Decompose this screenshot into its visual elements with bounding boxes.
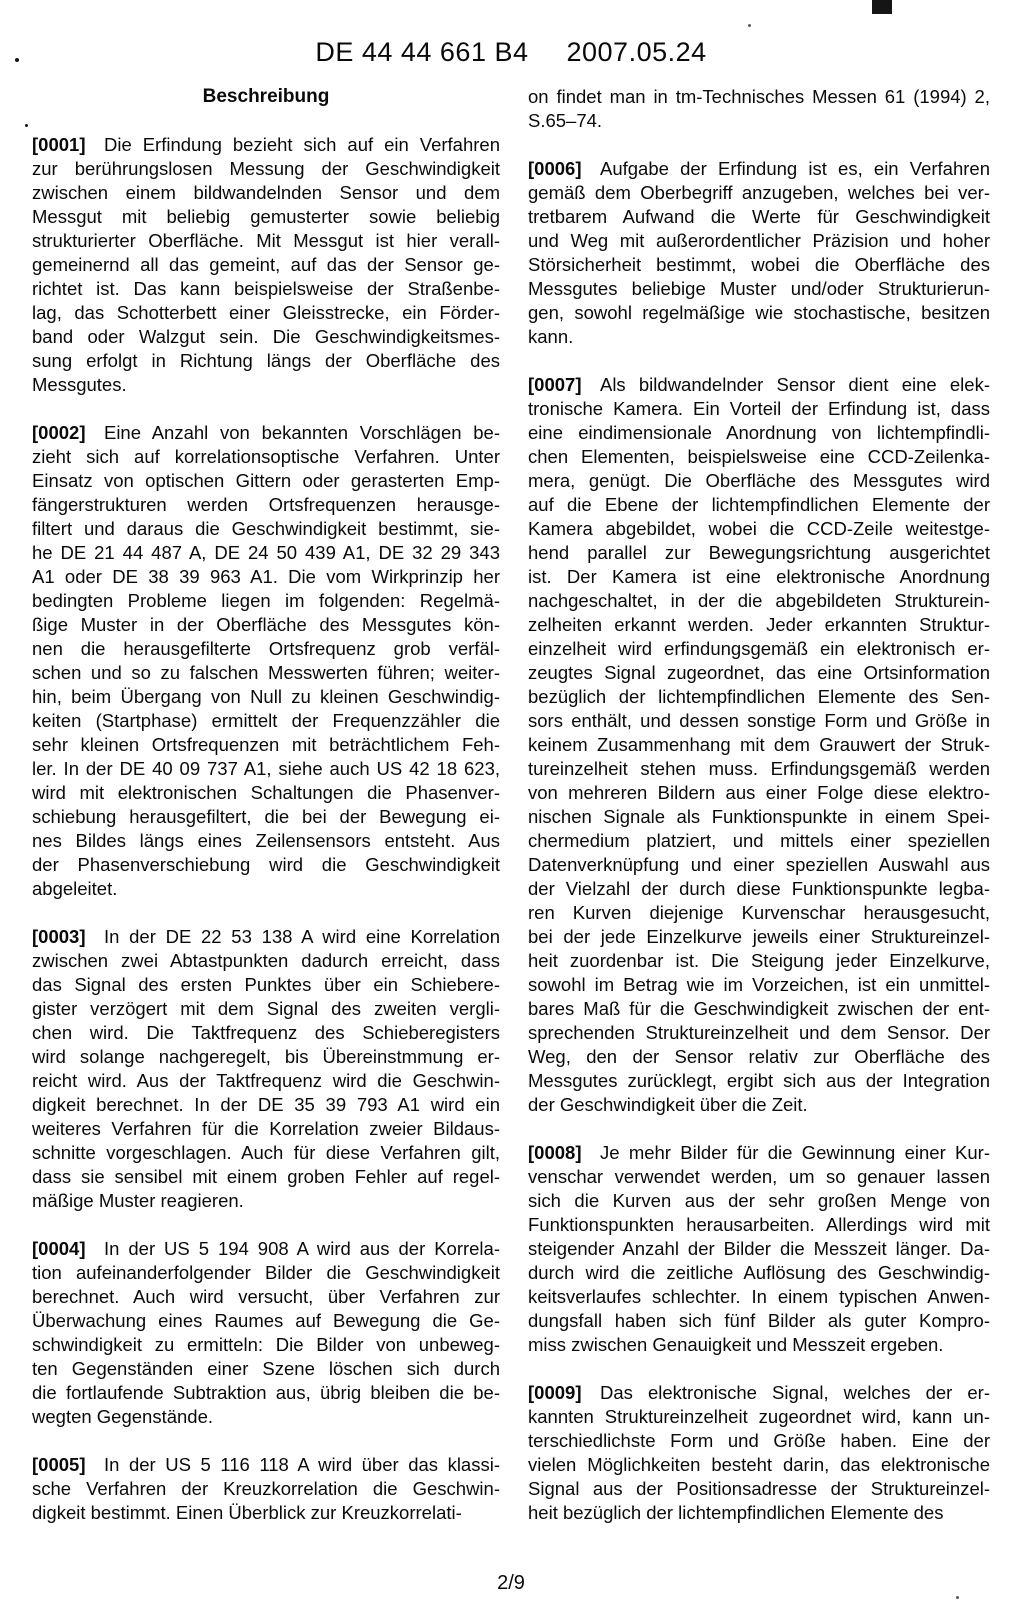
text-line: A1 oder DE 38 39 963 A1. Die vom Wirkprinzip her <box>32 566 500 587</box>
text-line: Messgutes. <box>32 374 127 395</box>
text-line: on findet man in tm-Technisches Messen 61 (1994) 2, <box>528 86 990 107</box>
paragraph <box>32 1453 500 1525</box>
text-line: zieht sich auf korrelationsoptische Verfahren. Unter <box>32 446 500 467</box>
paragraph-number: [0007] <box>528 374 582 395</box>
text-line: sich die Kurven aus der sehr großen Menge von <box>528 1190 990 1211</box>
text-line: heit bezüglich der lichtempfindlichen Elemente des <box>528 1502 944 1523</box>
text-line: zwischen zwei Abtastpunkten dadurch erreicht, dass <box>32 950 500 971</box>
text-line: S.65–74. <box>528 110 603 131</box>
text-line: gemeinernd all das gemeint, auf das der Sensor ge- <box>32 254 500 275</box>
text-line: tureinzelheit stehen muss. Erfindungsgemäß werden <box>528 758 990 779</box>
text-line: chermedium platziert, und mittels einer speziellen <box>528 830 990 851</box>
paragraph-number: [0001] <box>32 134 86 155</box>
text-line: wird mit elektronischen Schaltungen die Phasenver- <box>32 782 500 803</box>
text-line: Signal aus der Positionsadresse der Struktureinzel- <box>528 1478 990 1499</box>
text-line: Messgutes beliebige Muster und/oder Strukturierun- <box>528 278 990 299</box>
text-line: Messgut mit beliebig gemusterter sowie beliebig <box>32 206 500 227</box>
text-line: schen und so zu falschen Messwerten führen; weiter- <box>32 662 500 683</box>
text-line: durch wird die zeitliche Auflösung des Geschwindig- <box>528 1262 990 1283</box>
text-line: Störsicherheit bestimmt, wobei die Oberfläche des <box>528 254 990 275</box>
scan-artifact <box>748 24 751 27</box>
text-line: von mehreren Bildern aus einer Folge diese elektro- <box>528 782 990 803</box>
left-column-paragraphs <box>32 133 500 1525</box>
text-line: der Geschwindigkeit über die Zeit. <box>528 1094 808 1115</box>
text-line: heit zuordenbar ist. Die Steigung jeder Einzelkurve, <box>528 950 990 971</box>
paragraph-number: [0004] <box>32 1238 86 1259</box>
text-line: nachgeschaltet, in der die abgebildeten Strukturein- <box>528 590 990 611</box>
text-line: abgeleitet. <box>32 878 118 899</box>
text-line: digkeit bestimmt. Einen Überblick zur Kreuzkorrelati- <box>32 1502 462 1523</box>
text-line: berechnet. Auch wird versucht, über Verfahren zur <box>32 1286 500 1307</box>
publication-date: 2007.05.24 <box>566 37 707 67</box>
text-line: bei der jede Einzelkurve jeweils einer Struktureinzel- <box>528 926 990 947</box>
text-line: gister verzögert mit dem Signal des zweiten vergli- <box>32 998 500 1019</box>
text-line: gen, sowohl regelmäßige wie stochastische, besitzen <box>528 302 990 323</box>
text-line: [0006] Aufgabe der Erfindung ist es, ein Verfahren <box>528 158 990 179</box>
text-line: [0001] Die Erfindung bezieht sich auf ein Verfahren <box>32 134 500 155</box>
text-line: ren Kurven diejenige Kurvenschar herausgesucht, <box>528 902 990 923</box>
text-line: sprechenden Struktureinzelheit und dem Sensor. Der <box>528 1022 990 1043</box>
text-line: tretbarem Aufwand die Werte für Geschwindigkeit <box>528 206 990 227</box>
text-line: [0003] In der DE 22 53 138 A wird eine Korrelation <box>32 926 500 947</box>
text-line: Datenverknüpfung und einer speziellen Auswahl aus <box>528 854 990 875</box>
paragraph-number: [0003] <box>32 926 86 947</box>
paragraph <box>528 373 990 1117</box>
text-line: band oder Walzgut sein. Die Geschwindigkeitsmes- <box>32 326 500 347</box>
text-line: nen die herausgefilterte Ortsfrequenz grob verfäl- <box>32 638 500 659</box>
text-line: Weg, den der Sensor relativ zur Oberfläche des <box>528 1046 990 1067</box>
text-line: hin, beim Übergang von Null zu kleinen Geschwindig- <box>32 686 500 707</box>
text-line: Messgutes zurücklegt, ergibt sich aus der Integration <box>528 1070 990 1091</box>
text-line: mäßige Muster reagieren. <box>32 1190 244 1211</box>
text-line: keitsverlaufes schlechter. In einem typischen Anwen- <box>528 1286 990 1307</box>
right-column-paragraphs <box>528 85 990 1525</box>
scan-artifact <box>872 0 892 14</box>
text-line: ten Gegenständen einer Szene löschen sich durch <box>32 1358 500 1379</box>
text-line: chen Elementen, beispielsweise eine CCD-Zeilenka- <box>528 446 990 467</box>
scan-artifact <box>25 124 28 127</box>
text-line: [0005] In der US 5 116 118 A wird über das klassi- <box>32 1454 500 1475</box>
text-line: einzelheit wird erfindungsgemäß ein elektronisch er- <box>528 638 990 659</box>
text-line: ler. In der DE 40 09 737 A1, siehe auch US 42 18 623, <box>32 758 500 779</box>
text-line: sche Verfahren der Kreuzkorrelation die Geschwin- <box>32 1478 500 1499</box>
text-line: schiebung herausgefiltert, die bei der Bewegung ei- <box>32 806 500 827</box>
text-line: tronische Kamera. Ein Vorteil der Erfindung ist, dass <box>528 398 990 419</box>
text-line: der Vielzahl der durch diese Funktionspunkte legba- <box>528 878 990 899</box>
text-line: keiten (Startphase) ermittelt der Frequenzzähler die <box>32 710 500 731</box>
paragraph-number: [0002] <box>32 422 86 443</box>
text-line: zelheiten erkannt werden. Jeder erkannten Struktur- <box>528 614 990 635</box>
text-line: terschiedlichste Form und Größe haben. Eine der <box>528 1430 990 1451</box>
text-line: ist. Der Kamera ist eine elektronische Anordnung <box>528 566 990 587</box>
text-line: mera, genügt. Die Oberfläche des Messgutes wird <box>528 470 990 491</box>
text-line: sors enthält, und dessen sonstige Form und Größe in <box>528 710 990 731</box>
text-line: steigender Anzahl der Bilder die Messzeit länger. Da- <box>528 1238 990 1259</box>
text-line: wegten Gegenstände. <box>32 1406 214 1427</box>
text-line: [0002] Eine Anzahl von bekannten Vorschlägen be- <box>32 422 500 443</box>
text-line: das Signal des ersten Punktes über ein Schiebere- <box>32 974 500 995</box>
text-line: he DE 21 44 487 A, DE 24 50 439 A1, DE 32 29 343 <box>32 542 500 563</box>
paragraph-number: [0005] <box>32 1454 86 1475</box>
text-line: weiteres Verfahren für die Korrelation zweier Bildaus- <box>32 1118 500 1139</box>
text-line: reicht wird. Aus der Taktfrequenz wird die Geschwin- <box>32 1070 500 1091</box>
text-line: Überwachung eines Raumes auf Bewegung die Ge- <box>32 1310 500 1331</box>
text-line: tion aufeinanderfolgender Bilder die Geschwindigkeit <box>32 1262 500 1283</box>
text-line: [0009] Das elektronische Signal, welches der er- <box>528 1382 990 1403</box>
text-line: dass sie sensibel mit einem groben Fehler auf regel- <box>32 1166 500 1187</box>
text-line: filtert und daraus die Geschwindigkeit bestimmt, sie- <box>32 518 500 539</box>
text-line: Kamera abgebildet, wobei die CCD-Zeile weitestge- <box>528 518 990 539</box>
text-line: lag, das Schotterbett einer Gleisstrecke, ein Förder- <box>32 302 500 323</box>
text-line: [0008] Je mehr Bilder für die Gewinnung einer Kur- <box>528 1142 990 1163</box>
text-line: richtet ist. Das kann beispielsweise der Straßenbe- <box>32 278 500 299</box>
text-line: der Phasenverschiebung wird die Geschwindigkeit <box>32 854 500 875</box>
text-line: nischen Signale als Funktionspunkte in einem Spei- <box>528 806 990 827</box>
text-line: zwischen einem bildwandelnden Sensor und dem <box>32 182 500 203</box>
paragraph <box>32 1237 500 1429</box>
section-heading: Beschreibung <box>202 86 330 107</box>
text-line: zur berührungslosen Messung der Geschwindigkeit <box>32 158 500 179</box>
text-line: schwindigkeit zu ermitteln: Die Bilder von unbeweg- <box>32 1334 500 1355</box>
text-line: digkeit berechnet. In der DE 35 39 793 A1 wird ein <box>32 1094 500 1115</box>
text-line: gemäß dem Oberbegriff anzugeben, welches bei ver- <box>528 182 990 203</box>
text-line: ßige Muster in der Oberfläche des Messgutes kön- <box>32 614 500 635</box>
text-line: wird solange nachgeregelt, bis Übereinstmmung er- <box>32 1046 500 1067</box>
paragraph <box>32 421 500 901</box>
text-line: sung erfolgt in Richtung längs der Oberfläche des <box>32 350 500 371</box>
left-column <box>32 85 500 1525</box>
page-header <box>0 38 1022 66</box>
text-line: kann. <box>528 326 574 347</box>
patent-number: DE 44 44 661 B4 <box>315 37 529 67</box>
text-line: Funktionspunkten herausarbeiten. Allerdings wird mit <box>528 1214 990 1235</box>
paragraph <box>32 925 500 1213</box>
text-line: auf die Ebene der lichtempfindlichen Elemente der <box>528 494 990 515</box>
text-line: sowohl im Betrag wie im Vorzeichen, ist ein unmittel- <box>528 974 990 995</box>
text-line: [0004] In der US 5 194 908 A wird aus der Korrela- <box>32 1238 500 1259</box>
text-line: strukturierter Oberfläche. Mit Messgut ist hier verall- <box>32 230 500 251</box>
page-number: 2/9 <box>497 1572 525 1594</box>
text-line: venschar verwendet werden, um so genauer lassen <box>528 1166 990 1187</box>
text-line: miss zwischen Genauigkeit und Messzeit ergeben. <box>528 1334 944 1355</box>
paragraph <box>528 157 990 349</box>
text-line: eine eindimensionale Anordnung von lichtempfindli- <box>528 422 990 443</box>
text-line: vielen Möglichkeiten besteht darin, das elektronische <box>528 1454 990 1475</box>
text-line: schnitte vorgeschlagen. Auch für diese Verfahren gilt, <box>32 1142 500 1163</box>
paragraph-number: [0008] <box>528 1142 582 1163</box>
scan-artifact <box>956 1596 959 1599</box>
text-line: zeugtes Signal zugeordnet, das eine Ortsinformation <box>528 662 990 683</box>
text-line: die fortlaufende Subtraktion aus, übrig bleiben die be- <box>32 1382 500 1403</box>
paragraph <box>528 1381 990 1525</box>
text-line: sehr kleinen Ortsfrequenzen mit beträchtlichem Feh- <box>32 734 500 755</box>
paragraph <box>32 133 500 397</box>
text-line: keinem Zusammenhang mit dem Grauwert der Struk- <box>528 734 990 755</box>
text-line: kannten Struktureinzelheit zugeordnet wird, kann un- <box>528 1406 990 1427</box>
text-line: dungsfall haben sich fünf Bilder als guter Kompro- <box>528 1310 990 1331</box>
text-line: bares Maß für die Geschwindigkeit zwischen der ent- <box>528 998 990 1019</box>
paragraph-number: [0006] <box>528 158 582 179</box>
text-line: chen wird. Die Taktfrequenz des Schieberegisters <box>32 1022 500 1043</box>
text-line: bezüglich der lichtempfindlichen Elemente des Sen- <box>528 686 990 707</box>
text-line: und Weg mit außerordentlicher Präzision und hoher <box>528 230 990 251</box>
text-line: Einsatz von optischen Gittern oder gerasterten Emp- <box>32 470 500 491</box>
paragraph <box>528 85 990 133</box>
text-line: bedingten Probleme liegen im folgenden: Regelmä- <box>32 590 500 611</box>
right-column <box>528 85 990 1525</box>
paragraph <box>528 1141 990 1357</box>
paragraph-number: [0009] <box>528 1382 582 1403</box>
text-line: hend parallel zur Bewegungsrichtung ausgerichtet <box>528 542 990 563</box>
text-line: fängerstrukturen werden Ortsfrequenzen herausge- <box>32 494 500 515</box>
text-line: [0007] Als bildwandelnder Sensor dient eine elek- <box>528 374 990 395</box>
text-line: nes Bildes längs eines Zeilensensors entsteht. Aus <box>32 830 500 851</box>
